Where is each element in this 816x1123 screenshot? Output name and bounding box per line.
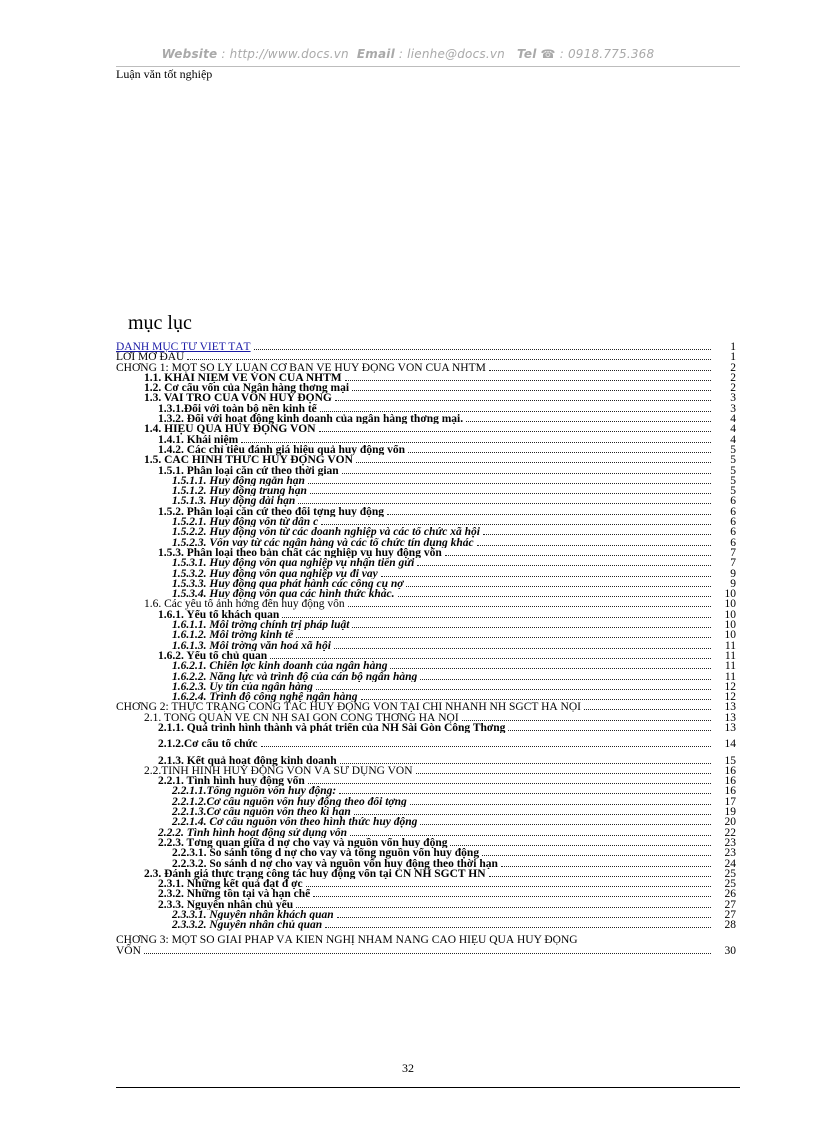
dot-leader: [356, 455, 711, 463]
toc-entry[interactable]: [116, 393, 740, 403]
toc-entry-title: 2.1.1. Quá trình hình thành và phát triển của NH Sài Gòn Công Thơng: [158, 722, 506, 734]
toc-entry[interactable]: [116, 910, 740, 920]
dot-leader: [489, 363, 711, 371]
toc-entry-page: 11: [724, 671, 736, 682]
toc-entry[interactable]: [116, 807, 740, 817]
toc-entry-title: 1.5.2.3. Vốn vay từ các ngân hàng và các tổ chức tín dụng khác: [172, 537, 474, 548]
dot-leader: [381, 569, 711, 577]
toc-entry-title: 1.3.2. Đối với hoạt động kinh doanh của ngân hàng thơng mại.: [158, 414, 464, 425]
dot-leader: [417, 558, 711, 566]
toc-entry[interactable]: [116, 920, 740, 930]
toc-entry-page: 28: [724, 920, 736, 931]
toc-entry-page: 4: [730, 424, 736, 435]
toc-entry-title: CHƠNG 3: MỘT SỐ GIẢI PHÁP VÀ KIẾN NGHỊ NHẰM NÂNG CAO HIỆU QUẢ HUY ĐỘNG: [116, 934, 578, 946]
dot-leader: [241, 435, 711, 443]
toc-entry-title: DANH MỤC TỪ VIẾT TẮT: [116, 342, 251, 353]
phone-icon: ☎: [540, 47, 556, 61]
toc-entry-page: 10: [724, 609, 736, 621]
toc-entry-title: 1.5.1.1. Huy động ngắn hạn: [172, 475, 305, 487]
toc-entry[interactable]: [116, 435, 740, 445]
toc-entry-title: LỜI MỞ ĐẦU: [116, 352, 185, 363]
toc-entry-title: 1.6.2.1. Chiến lợc kinh doanh của ngân hàng: [172, 661, 388, 672]
dot-leader: [334, 641, 711, 649]
dot-leader: [308, 476, 711, 484]
toc-entry-page: 22: [724, 827, 736, 838]
dot-leader: [420, 817, 711, 825]
toc-entry[interactable]: [116, 424, 740, 434]
toc-entry[interactable]: [116, 352, 740, 362]
toc-entry-page: 6: [730, 517, 736, 528]
dot-leader: [508, 723, 711, 731]
toc-entry-page: 10: [724, 589, 736, 600]
toc-entry-page: 6: [730, 527, 736, 538]
toc-entry[interactable]: [116, 869, 740, 879]
toc-entry-title: 1.5.1. Phân loại căn cứ theo thời gian: [158, 465, 339, 476]
toc-title: mục lục: [128, 312, 192, 334]
dot-leader: [406, 579, 711, 587]
dot-leader: [408, 445, 711, 453]
toc-entry-page: 6: [730, 496, 736, 507]
dot-leader: [313, 889, 711, 897]
dot-leader: [321, 517, 711, 525]
toc-entry-title: 2.3.3.2. Nguyên nhân chủ quan: [172, 920, 323, 931]
toc-entry-title: 2.2.3.2. So sánh d nợ cho vay và nguồn vốn huy động theo thời hạn: [172, 858, 498, 869]
toc-entry-title: 2.1.2.Cơ cấu tổ chức: [158, 739, 258, 750]
dot-leader: [450, 838, 711, 846]
dot-leader: [282, 610, 711, 618]
toc-entry-title: 1.3.1.Đối với toàn bộ nền kinh tế: [158, 403, 317, 415]
toc-entry-title: 2.2.1.1.Tổng nguồn vốn huy động:: [172, 786, 337, 797]
toc-entry-title: 2.3.3.1. Nguyên nhân khách quan: [172, 910, 334, 921]
toc-entry[interactable]: [116, 889, 740, 899]
toc-entry[interactable]: [116, 445, 740, 455]
toc-entry-title: 1.5.3.4. Huy động vốn qua các hình thức khác.: [172, 589, 395, 600]
dot-leader: [296, 900, 711, 908]
toc-entry-title: 1.6.1.3. Môi trờng văn hoá xã hội: [172, 640, 331, 651]
toc-entry[interactable]: [116, 702, 740, 712]
toc-entry-page: 1: [730, 352, 736, 363]
toc-entry-title: 1.5.3.3. Huy động qua phát hành các công cụ nợ: [172, 578, 404, 590]
dot-leader: [296, 630, 711, 638]
toc-entry[interactable]: [116, 838, 740, 848]
toc-entry-page: 10: [724, 630, 736, 641]
toc-entry-page: 7: [730, 547, 736, 559]
toc-entry[interactable]: [116, 548, 740, 558]
toc-entry-title: 1.6.2. Yếu tố chủ quan: [158, 650, 268, 662]
toc-entry-title: 1.5.3.2. Huy động vốn qua nghiệp vụ đi vay: [172, 568, 378, 579]
dot-leader: [420, 672, 711, 680]
dot-leader: [387, 507, 711, 515]
toc-entry-page: 30: [724, 944, 736, 957]
toc-entry[interactable]: [116, 496, 740, 506]
toc-entry-page: 16: [724, 765, 736, 777]
toc-entry[interactable]: [116, 620, 740, 630]
toc-entry-page: 3: [730, 393, 736, 404]
dot-leader: [489, 869, 711, 877]
toc-entry-page: 24: [724, 858, 736, 869]
toc-entry[interactable]: [116, 756, 740, 766]
toc-entry[interactable]: [116, 476, 740, 486]
toc-entry[interactable]: [116, 486, 740, 496]
toc-entry[interactable]: [116, 900, 740, 910]
toc-entry-title: 2.1.3. Kết quả hoạt động kinh doanh: [158, 755, 337, 766]
toc-entry[interactable]: [116, 373, 740, 383]
toc-entry-page: 16: [724, 786, 736, 797]
toc-entry-page: 15: [724, 755, 736, 766]
toc-entry-page: 2: [730, 372, 736, 384]
dot-leader: [310, 486, 711, 494]
toc-entry-title: 2.2.1.3.Cơ cấu nguồn vốn theo kì hạn: [172, 807, 351, 818]
toc-entry-title: 2.2.3. Tơng quan giữa d nợ cho vay và nguồn vốn huy động: [158, 837, 448, 849]
dot-leader: [345, 373, 711, 381]
toc-entry-title: 2.2.1.2.Cơ cấu nguồn vốn huy động theo đối tợng: [172, 796, 407, 808]
toc-entry-title: 1.3. VAI TRÒ CỦA VỐN HUY ĐỘNG: [144, 393, 332, 404]
toc-entry-title: 1.4.1. Khái niệm: [158, 434, 239, 445]
toc-entry[interactable]: [116, 414, 740, 424]
dot-leader: [319, 424, 711, 432]
toc-entry-title: 1.5.1.3. Huy động dài hạn: [172, 496, 296, 507]
toc-entry[interactable]: [116, 342, 740, 352]
tel-label: Tel: [517, 47, 537, 61]
toc-entry-page: 25: [724, 868, 736, 880]
toc-entry-title: 2.2.TÌNH HÌNH HUY ĐỘNG VỐN VÀ SỬ DỤNG VỐN: [144, 765, 413, 777]
toc-entry[interactable]: [116, 641, 740, 651]
website-value[interactable]: : http://www.docs.vn: [221, 47, 349, 61]
toc-entry-page: 5: [730, 465, 736, 476]
toc-entry[interactable]: [116, 651, 740, 661]
toc-entry-continuation: [116, 946, 740, 957]
toc-entry-title: 1.5.2.2. Huy động vốn từ các doanh nghiệp và các tổ chức xã hội: [172, 527, 480, 538]
toc-entry[interactable]: [116, 455, 740, 465]
dot-leader: [325, 920, 711, 928]
toc-entry[interactable]: [116, 713, 740, 723]
toc-entry[interactable]: [116, 776, 740, 786]
toc-entry[interactable]: [116, 589, 740, 599]
toc-entry-page: 19: [724, 807, 736, 818]
dot-leader: [361, 692, 711, 700]
toc-entry-title: 1.4. HIỆU QUẢ HUY ĐỘNG VỐN: [144, 424, 316, 435]
tel-value: : 0918.775.368: [559, 47, 655, 61]
footer-divider: [116, 1087, 740, 1088]
toc-entry-page: 17: [724, 796, 736, 808]
toc-entry-title: 1.4.2. Các chỉ tiêu đánh giá hiệu quả huy động vốn: [158, 444, 405, 456]
toc-entry-page: 27: [724, 899, 736, 911]
toc-entry[interactable]: [116, 610, 740, 620]
dot-leader: [462, 713, 711, 721]
dot-leader: [254, 342, 711, 350]
dot-leader: [445, 548, 711, 556]
toc-entry[interactable]: [116, 558, 740, 568]
toc-entry-page: 13: [724, 722, 736, 734]
toc-entry-page: 10: [724, 599, 736, 610]
toc-entry-title: 2.3. Đánh giá thực trạng công tác huy động vốn tại CN NH SGCT HN: [144, 868, 486, 880]
toc-entry-page: 12: [724, 681, 736, 693]
toc-entry[interactable]: [116, 828, 740, 838]
toc-entry[interactable]: [116, 363, 740, 373]
site-header: [0, 47, 816, 61]
toc-entry-title: 1.6.2.3. Uy tín của ngân hàng: [172, 681, 313, 693]
dot-leader: [308, 776, 711, 784]
toc-entry-title: 1.6.2.2. Năng lực và trình độ của cán bộ ngân hàng: [172, 671, 418, 682]
toc-entry-title: 1.5.1.2. Huy động trung hạn: [172, 486, 307, 497]
toc-entry-page: 5: [730, 486, 736, 497]
toc-entry-page: 1: [730, 342, 736, 353]
toc-entry[interactable]: [116, 466, 740, 476]
toc-entry-page: 2: [730, 362, 736, 373]
toc-entry-page: 6: [730, 537, 736, 548]
toc-entry-page: 10: [724, 620, 736, 631]
toc-entry-page: 6: [730, 506, 736, 518]
toc-entry-page: 20: [724, 817, 736, 828]
dot-leader: [416, 766, 711, 774]
dot-leader: [335, 393, 711, 401]
dot-leader: [144, 946, 711, 954]
toc-entry-title: CHƠNG 2: THỰC TRẠNG CÔNG TÁC HUY ĐỘNG VỐN TẠI CHI NHÁNH NH SGCT HÀ NỘI: [116, 702, 581, 713]
toc-entry[interactable]: [116, 672, 740, 682]
page-number: 32: [402, 1061, 414, 1075]
toc-entry-title: 2.3.3. Nguyên nhân chủ yếu: [158, 899, 294, 911]
email-label: Email: [356, 47, 395, 61]
toc-entry-page: 27: [724, 910, 736, 921]
toc-entry[interactable]: [116, 630, 740, 640]
toc-entry-title: 1.5.2.1. Huy động vốn từ dân c: [172, 517, 319, 528]
website-label: Website: [161, 47, 218, 61]
dot-leader: [187, 352, 711, 360]
toc-entry[interactable]: [116, 682, 740, 692]
toc-entry-title-cont: VỐN: [116, 944, 141, 957]
dot-leader: [352, 383, 711, 391]
toc-entry[interactable]: [116, 661, 740, 671]
toc-entry-page: 13: [724, 712, 736, 723]
toc-entry-page: 23: [724, 837, 736, 849]
toc-entry[interactable]: [116, 786, 740, 796]
toc-entry-page: 16: [724, 776, 736, 787]
toc-entry-title: 1.1. KHÁI NIỆM VỀ VỐN CỦA NHTM: [144, 372, 342, 384]
toc-entry-title: 1.5.2. Phân loại căn cứ theo đối tợng huy động: [158, 506, 385, 518]
dot-leader: [261, 739, 711, 747]
dot-leader: [477, 538, 711, 546]
toc-entry[interactable]: [116, 538, 740, 548]
toc-entry[interactable]: [116, 879, 740, 889]
toc-entry-title: 1.2. Cơ cấu vốn của Ngân hàng thơng mại: [144, 383, 350, 394]
toc-entry[interactable]: [116, 404, 740, 414]
dot-leader: [306, 879, 711, 887]
toc-entry[interactable]: [116, 383, 740, 393]
toc-entry-title: 1.5.3. Phân loại theo bản chất các nghiệp vụ huy động vốn: [158, 547, 442, 559]
toc-entry-page: 12: [724, 692, 736, 703]
toc-entry[interactable]: [116, 859, 740, 869]
toc-entry-page: 26: [724, 889, 736, 900]
toc-entry-page: 9: [730, 568, 736, 579]
email-value[interactable]: : lienhe@docs.vn: [398, 47, 505, 61]
dot-leader: [483, 527, 711, 535]
dot-leader: [298, 496, 711, 504]
toc-entry-page: 13: [724, 702, 736, 713]
toc-entry-page: 3: [730, 403, 736, 415]
dot-leader: [339, 786, 711, 794]
dot-leader: [350, 828, 711, 836]
toc-entry[interactable]: [116, 569, 740, 579]
dot-leader: [390, 661, 711, 669]
toc-entry-page: 25: [724, 879, 736, 890]
dot-leader: [337, 910, 711, 918]
dot-leader: [410, 797, 711, 805]
dot-leader: [501, 859, 711, 867]
dot-leader: [354, 807, 711, 815]
toc-entry-title: 1.6. Các yếu tố ảnh hởng đến huy động vốn: [144, 599, 345, 610]
dot-leader: [340, 756, 711, 764]
dot-leader: [320, 404, 711, 412]
running-title: Luận văn tốt nghiệp: [116, 67, 213, 81]
dot-leader: [342, 466, 711, 474]
toc-entry-title: 2.2.1. Tình hình huy động vốn: [158, 776, 305, 787]
toc-entry[interactable]: [116, 935, 740, 957]
toc-entry-page: 4: [730, 414, 736, 425]
table-of-contents: [116, 342, 740, 957]
toc-entry-title: 2.3.1. Những kết quả đạt đ ợc: [158, 879, 303, 890]
toc-entry-title: 2.2.1.4. Cơ cấu nguồn vốn theo hình thức huy động: [172, 817, 418, 828]
toc-entry-title: 2.3.2. Những tồn tại và hạn chế: [158, 889, 311, 900]
dot-leader: [316, 682, 711, 690]
toc-entry[interactable]: [116, 527, 740, 537]
toc-entry[interactable]: [116, 817, 740, 827]
toc-entry-title: 1.6.1. Yếu tố khách quan: [158, 609, 280, 621]
toc-entry-page: 14: [724, 739, 736, 750]
toc-entry[interactable]: [116, 723, 740, 733]
toc-entry[interactable]: [116, 848, 740, 858]
toc-entry-page: 5: [730, 455, 736, 466]
toc-entry-title: 1.5. CÁC HÌNH THỨC HUY ĐỘNG VỐN: [144, 455, 353, 466]
toc-entry-page: 4: [730, 434, 736, 445]
dot-leader: [398, 589, 711, 597]
toc-entry[interactable]: [116, 507, 740, 517]
dot-leader: [584, 702, 711, 710]
toc-entry[interactable]: [116, 599, 740, 609]
dot-leader: [482, 848, 711, 856]
toc-entry-title: 2.1. TỔNG QUAN VỀ CN NH SÀI GÒN CÔNG THƠNG HÀ NỘI: [144, 712, 459, 723]
toc-entry[interactable]: [116, 517, 740, 527]
toc-entry-title: 1.5.3.1. Huy động vốn qua nghiệp vụ nhận tiền gửi: [172, 558, 415, 569]
dot-leader: [348, 599, 711, 607]
toc-entry[interactable]: [116, 739, 740, 749]
toc-entry[interactable]: [116, 579, 740, 589]
toc-entry[interactable]: [116, 766, 740, 776]
dot-leader: [466, 414, 711, 422]
dot-leader: [270, 651, 711, 659]
toc-entry-title: CHƠNG 1: MỘT SỐ LÝ LUẬN CƠ BẢN VỀ HUY ĐỘNG VỐN CỦA NHTM: [116, 362, 486, 373]
toc-entry-page: 11: [724, 650, 736, 662]
toc-entry-page: 11: [724, 640, 736, 651]
toc-entry-title: 1.6.1.2. Môi trờng kinh tế: [172, 630, 294, 641]
toc-entry-title: 2.2.3.1. So sánh tổng d nợ cho vay và tổng nguồn vốn huy động: [172, 848, 480, 859]
toc-entry-page: 5: [730, 475, 736, 487]
toc-entry-page: 7: [730, 558, 736, 569]
toc-entry-page: 2: [730, 383, 736, 394]
toc-entry-title: 1.6.1.1. Môi trờng chính trị pháp luật: [172, 620, 350, 631]
dot-leader: [352, 620, 711, 628]
toc-entry-page: 9: [730, 578, 736, 590]
toc-entry-page: 5: [730, 444, 736, 456]
toc-entry-page: 11: [724, 661, 736, 672]
toc-entry[interactable]: [116, 797, 740, 807]
toc-entry-title: 1.6.2.4. Trình độ công nghệ ngân hàng: [172, 692, 358, 703]
toc-entry-title: 2.2.2. Tình hình hoạt động sử dụng vốn: [158, 827, 348, 838]
toc-entry-page: 23: [724, 848, 736, 859]
toc-entry[interactable]: [116, 692, 740, 702]
